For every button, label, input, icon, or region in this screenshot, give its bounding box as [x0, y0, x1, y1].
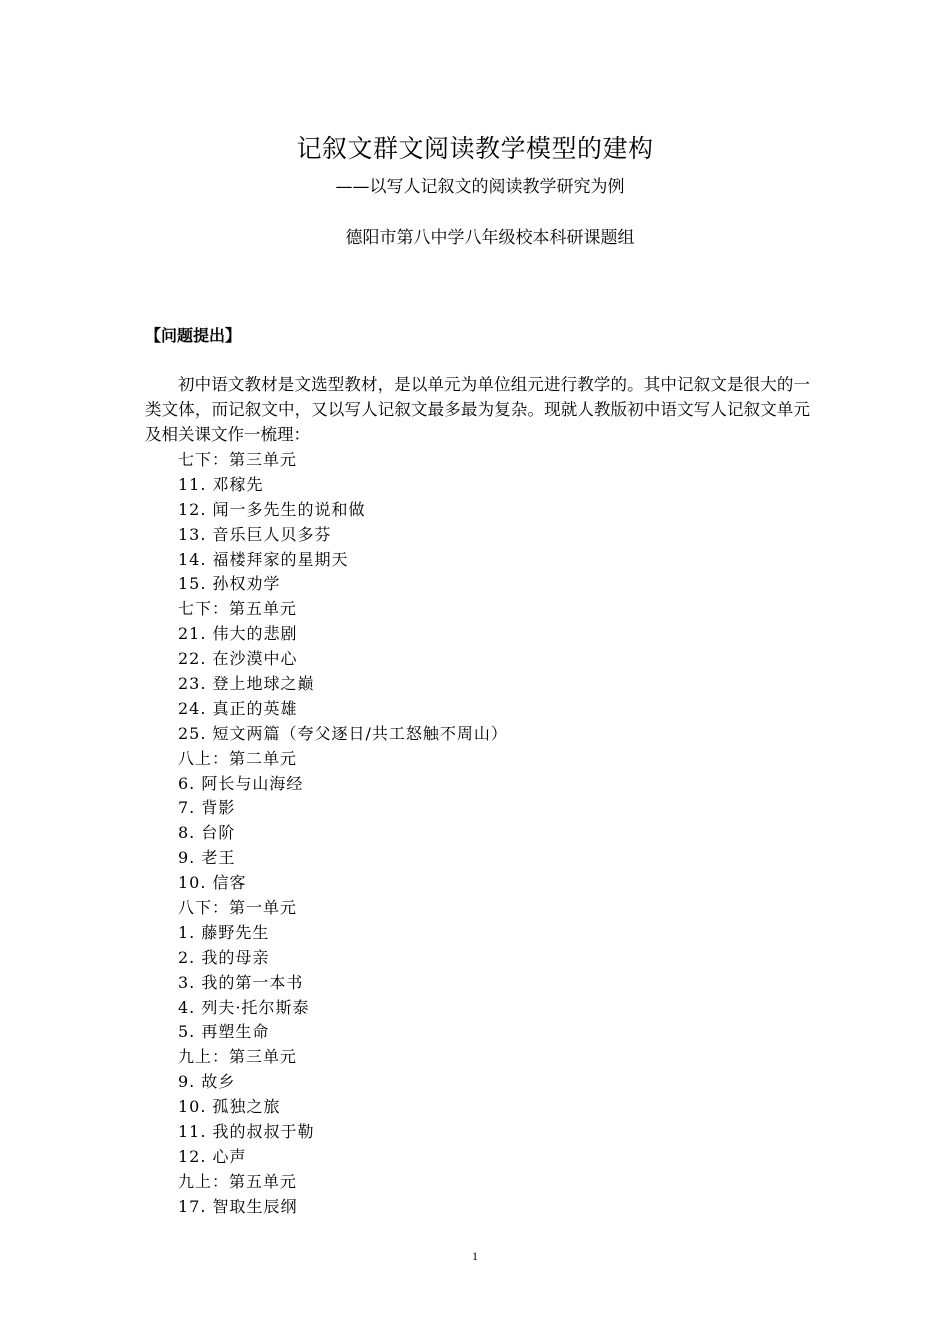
list-item: 2. 我的母亲: [178, 947, 270, 967]
list-item: 25. 短文两篇（夸父逐日/共工怒触不周山）: [178, 723, 508, 743]
list-item: 23. 登上地球之巅: [178, 674, 315, 694]
document-subtitle: ——以写人记叙文的阅读教学研究为例: [335, 177, 625, 197]
list-item: 4. 列夫·托尔斯泰: [178, 997, 310, 1017]
list-item: 13. 音乐巨人贝多芬: [178, 524, 332, 544]
lesson-list: [178, 448, 508, 1220]
list-item: 3. 我的第一本书: [178, 972, 304, 992]
list-item: 9. 故乡: [178, 1072, 236, 1092]
list-item: 八下：第一单元: [178, 898, 298, 918]
intro-paragraph: 初中语文教材是文选型教材，是以单元为单位组元进行教学的。其中记叙文是很大的一类文体，而记叙文中，又以写人记叙文最多最为复杂。现就人教版初中语文写人记叙文单元及相关课文作一梳理：: [145, 375, 810, 444]
list-item: 15. 孙权劝学: [178, 574, 281, 594]
list-item: 5. 再塑生命: [178, 1022, 270, 1042]
list-item: 22. 在沙漠中心: [178, 649, 298, 669]
document-author: 德阳市第八中学八年级校本科研课题组: [345, 228, 635, 248]
list-item: 24. 真正的英雄: [178, 698, 298, 718]
list-item: 12. 闻一多先生的说和做: [178, 499, 366, 519]
list-item: 11. 我的叔叔于勒: [178, 1122, 315, 1142]
section-heading: 【问题提出】: [145, 326, 242, 345]
list-item: 10. 信客: [178, 873, 247, 893]
list-item: 17. 智取生辰纲: [178, 1196, 298, 1216]
list-item: 七下：第五单元: [178, 599, 298, 619]
list-item: 12. 心声: [178, 1146, 247, 1166]
list-item: 1. 藤野先生: [178, 922, 270, 942]
list-item: 21. 伟大的悲剧: [178, 624, 298, 644]
list-item: 14. 福楼拜家的星期天: [178, 549, 349, 569]
document-title: 记叙文群文阅读教学模型的建构: [296, 134, 654, 163]
list-item: 10. 孤独之旅: [178, 1097, 281, 1117]
list-item: 6. 阿长与山海经: [178, 773, 304, 793]
list-item: 11. 邓稼先: [178, 474, 264, 494]
list-item: 9. 老王: [178, 848, 236, 868]
list-item: 七下：第三单元: [178, 450, 298, 469]
list-item: 九上：第五单元: [178, 1171, 298, 1191]
list-item: 八上：第二单元: [178, 748, 298, 768]
list-item: 九上：第三单元: [178, 1047, 298, 1067]
list-item: 8. 台阶: [178, 823, 236, 843]
list-item: 7. 背影: [178, 798, 236, 818]
page-number: 1: [472, 1249, 478, 1263]
